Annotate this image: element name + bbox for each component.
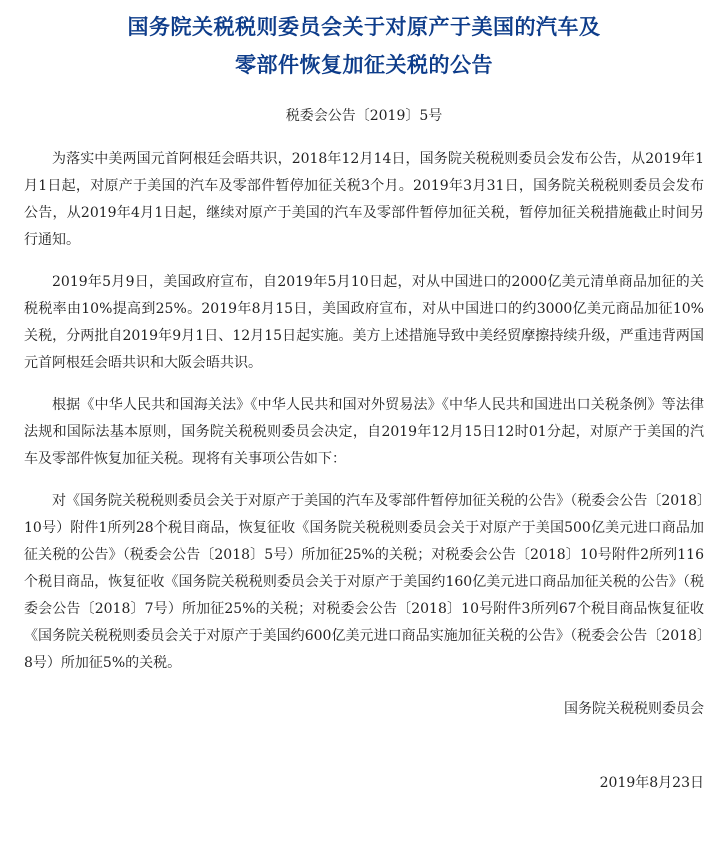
title-line-1: 国务院关税税则委员会关于对原产于美国的汽车及 bbox=[127, 15, 601, 39]
issuer-signature: 国务院关税税则委员会 bbox=[564, 701, 704, 717]
paragraph-1: 为落实中美两国元首阿根廷会晤共识，2018年12月14日，国务院关税税则委员会发布公告，从2019年1月1日起，对原产于美国的汽车及零部件暂停加征关税3个月。2019年3月31日，国务院关税税则委员会发布公告，从2019年4月1日起，继续对原产于美国的汽车及零部件暂停加征关税，暂停加征关税措施截止时间另行通知。 bbox=[24, 151, 704, 248]
document-body bbox=[24, 146, 704, 677]
document-number: 税委会公告〔2019〕5号 bbox=[285, 108, 443, 124]
paragraph-2: 2019年5月9日，美国政府宣布，自2019年5月10日起，对从中国进口的2000亿美元清单商品加征的关税税率由10%提高到25%。2019年8月15日，美国政府宣布，对从中国进口的约3000亿美元商品加征10%关税，分两批自2019年9月1日、12月15日起实施。美方上述措施导致中美经贸摩擦持续升级，严重违背两国元首阿根廷会晤共识和大阪会晤共识。 bbox=[24, 274, 704, 371]
issue-date: 2019年8月23日 bbox=[599, 775, 704, 791]
document-title bbox=[24, 0, 704, 84]
title-line-2: 零部件恢复加征关税的公告 bbox=[235, 53, 493, 77]
paragraph-3: 根据《中华人民共和国海关法》《中华人民共和国对外贸易法》《中华人民共和国进出口关税条例》等法律法规和国际法基本原则，国务院关税税则委员会决定，自2019年12月15日12时01分起，对原产于美国的汽车及零部件恢复加征关税。现将有关事项公告如下： bbox=[24, 397, 704, 467]
paragraph-4: 对《国务院关税税则委员会关于对原产于美国的汽车及零部件暂停加征关税的公告》（税委会公告〔2018〕10号）附件1所列28个税目商品，恢复征收《国务院关税税则委员会关于对原产于美国500亿美元进口商品加征关税的公告》（税委会公告〔2018〕5号）所加征25%的关税；对税委会公告〔2018〕10号附件2所列116个税目商品，恢复征收《国务院关税税则委员会关于对原产于美国约160亿美元进口商品加征关税的公告》（税委会公告〔2018〕7号）所加征25%的关税；对税委会公告〔2018〕10号附件3所列67个税目商品恢复征收《国务院关税税则委员会关于对原产于美国约600亿美元进口商品实施加征关税的公告》（税委会公告〔2018〕8号）所加征5%的关税。 bbox=[24, 493, 704, 671]
